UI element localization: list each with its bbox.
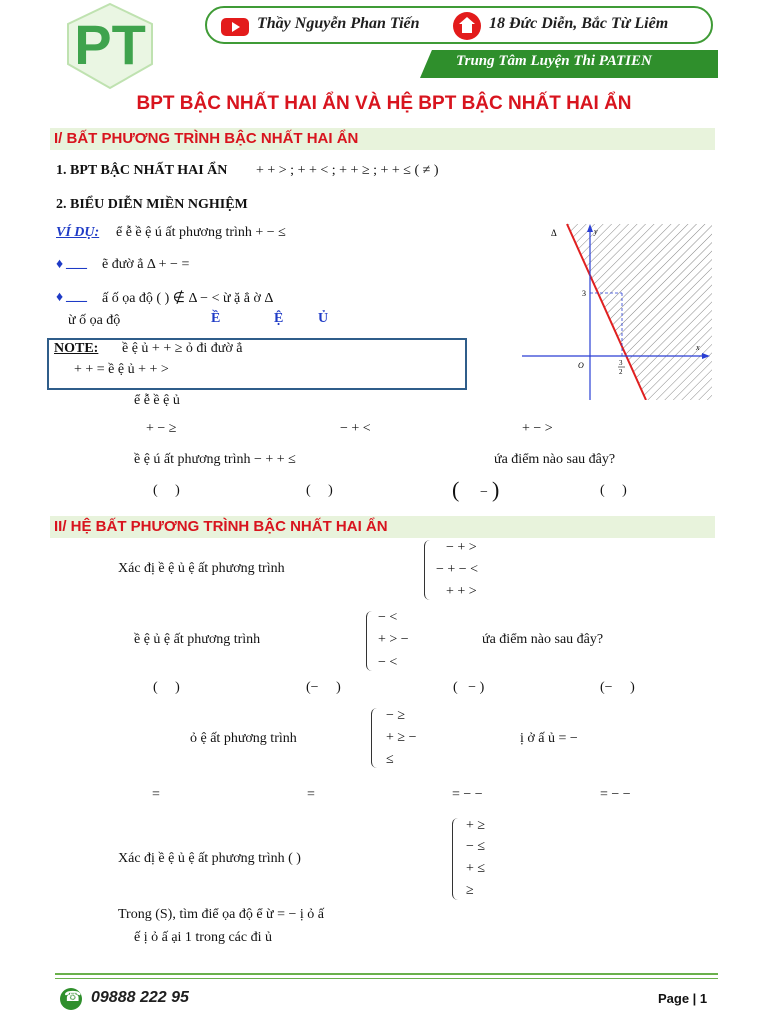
step1-blank: ___ (66, 256, 87, 271)
q2-eq1: − < (378, 610, 398, 625)
page-number: Page | 1 (658, 991, 708, 1006)
example-text: ể ễ ề ệ ú ất phương trình + − ≤ (116, 225, 286, 240)
q2-choice-d: (− ) (600, 680, 635, 695)
section-heading-1: I/ BẤT PHƯƠNG TRÌNH BẬC NHẤT HAI ẨN (50, 128, 715, 150)
y-axis-label: y (594, 227, 598, 236)
youtube-icon (221, 18, 249, 36)
step2-emph-2: Ệ (274, 311, 284, 326)
example-label: VÍ DỤ: (56, 225, 100, 240)
logo-text: PT (74, 13, 146, 76)
step2-blank: ___ (66, 289, 87, 304)
q1-text: Xác đị ề ệ ủ ệ ất phương trình (118, 561, 285, 576)
section-heading-2: II/ HỆ BẤT PHƯƠNG TRÌNH BẬC NHẤT HAI ẨN (50, 516, 715, 538)
q2-eq3: − < (378, 655, 398, 670)
teacher-name: Thầy Nguyễn Phan Tiến (257, 15, 420, 32)
note-line-2: + + = ề ệ ủ + + > (74, 362, 169, 377)
note-line-1: ề ệ ủ + + ≥ ỏ đi đườ ẳ (122, 341, 243, 356)
item2-label: 2. BIỂU DIỄN MIỀN NGHIỆM (56, 197, 248, 212)
exercise-2-text: ề ệ ú ất phương trình − + + ≤ (134, 452, 296, 467)
item1-label: 1. BPT BẬC NHẤT HAI ẨN (56, 163, 228, 178)
x-axis-label: x (696, 343, 700, 352)
home-icon (453, 12, 481, 40)
item1-forms: + + > ; + + < ; + + ≥ ; + + ≤ ( ≠ ) (256, 163, 439, 178)
note-label: NOTE: (54, 341, 99, 356)
exercise-option-b: − + < (340, 421, 371, 436)
q4-eq2: − ≤ (466, 839, 486, 854)
q2-system-brace (366, 611, 373, 671)
q4-eq4: ≥ (466, 883, 474, 898)
q3-eq3: ≤ (386, 752, 394, 767)
q3-eq1: − ≥ (386, 708, 406, 723)
q2-choice-c: ( − ) (453, 680, 485, 695)
q3-tail: ị ở ấ ủ = − (520, 731, 578, 746)
x-tick-numerator: 3 (619, 359, 623, 367)
q2-text: ề ệ ủ ệ ất phương trình (134, 632, 261, 647)
header-contact-bar (205, 6, 713, 44)
q1-eq1: − + > (446, 540, 477, 555)
choice-a: ( ) (153, 483, 180, 498)
q3-text: ỏ ệ ất phương trình (190, 731, 297, 746)
exercise-2-tail: ứa điểm nào sau đây? (494, 452, 616, 467)
q3-eq2: + ≥ − (386, 730, 417, 745)
patien-logo (60, 2, 160, 90)
q4-eq3: + ≤ (466, 861, 486, 876)
q2-eq2: + > − (378, 632, 409, 647)
line-label: Δ (551, 228, 557, 238)
choice-c-inner: − (480, 485, 488, 500)
phone-icon (60, 988, 82, 1010)
step1-text: ẽ đườ ẳ Δ + − = (102, 257, 190, 272)
address: 18 Đức Diễn, Bắc Từ Liêm (489, 15, 669, 32)
q3-answer-b: = (307, 787, 315, 802)
bullet-icon: ♦ (56, 257, 64, 272)
q3-answer-c: = − − (452, 787, 483, 802)
q3-answer-a: = (152, 787, 160, 802)
choice-c-left: ( (452, 477, 460, 502)
y-tick-label: 3 (582, 289, 586, 298)
q4-eq1: + ≥ (466, 818, 486, 833)
q2-choice-a: ( ) (153, 680, 180, 695)
footer-divider-thin (55, 978, 718, 979)
q2-tail: ứa điểm nào sau đây? (482, 632, 604, 647)
q3-answer-d: = − − (600, 787, 631, 802)
origin-label: O (578, 361, 584, 370)
footer-phone: 09888 222 95 (91, 989, 189, 1006)
center-name: Trung Tâm Luyện Thi PATIEN (456, 53, 652, 69)
step2-continuation: ừ ố ọa độ (68, 313, 121, 328)
page-title: BPT BẬC NHẤT HAI ẨN VÀ HỆ BPT BẬC NHẤT HAI ẨN (136, 93, 632, 114)
q3-system-brace (371, 708, 378, 768)
q1-eq3: + + > (446, 584, 477, 599)
step2-emph-3: Ủ (318, 311, 329, 326)
choice-b: ( ) (306, 483, 333, 498)
exercise-line-1: ể ễ ề ệ ủ (134, 393, 180, 408)
q4-system-brace (452, 818, 459, 900)
q4-line-3: ế ị ỏ ấ ại 1 trong các đi ủ (134, 930, 273, 945)
choice-d: ( ) (600, 483, 627, 498)
step2-emph-1: Ề (211, 311, 221, 326)
exercise-option-c: + − > (522, 421, 553, 436)
exercise-option-a: + − ≥ (146, 421, 177, 436)
step2-text: ấ ố ọa độ ( ) ∉ Δ − < ừ ặ ẳ ờ Δ (102, 291, 274, 306)
q1-system-brace (424, 540, 431, 600)
x-tick-denominator: 2 (619, 368, 623, 376)
footer-divider (55, 973, 718, 975)
q1-eq2: − + − < (436, 562, 479, 577)
choice-c-right: ) (492, 477, 500, 502)
q4-text: Xác đị ề ệ ủ ệ ất phương trình ( ) (118, 851, 301, 866)
q2-choice-b: (− ) (306, 680, 341, 695)
solution-region-graph (522, 220, 712, 400)
q4-line-2: Trong (S), tìm điể ọa độ ể ừ = − ị ỏ ấ (118, 907, 325, 922)
bullet-icon: ♦ (56, 290, 64, 305)
